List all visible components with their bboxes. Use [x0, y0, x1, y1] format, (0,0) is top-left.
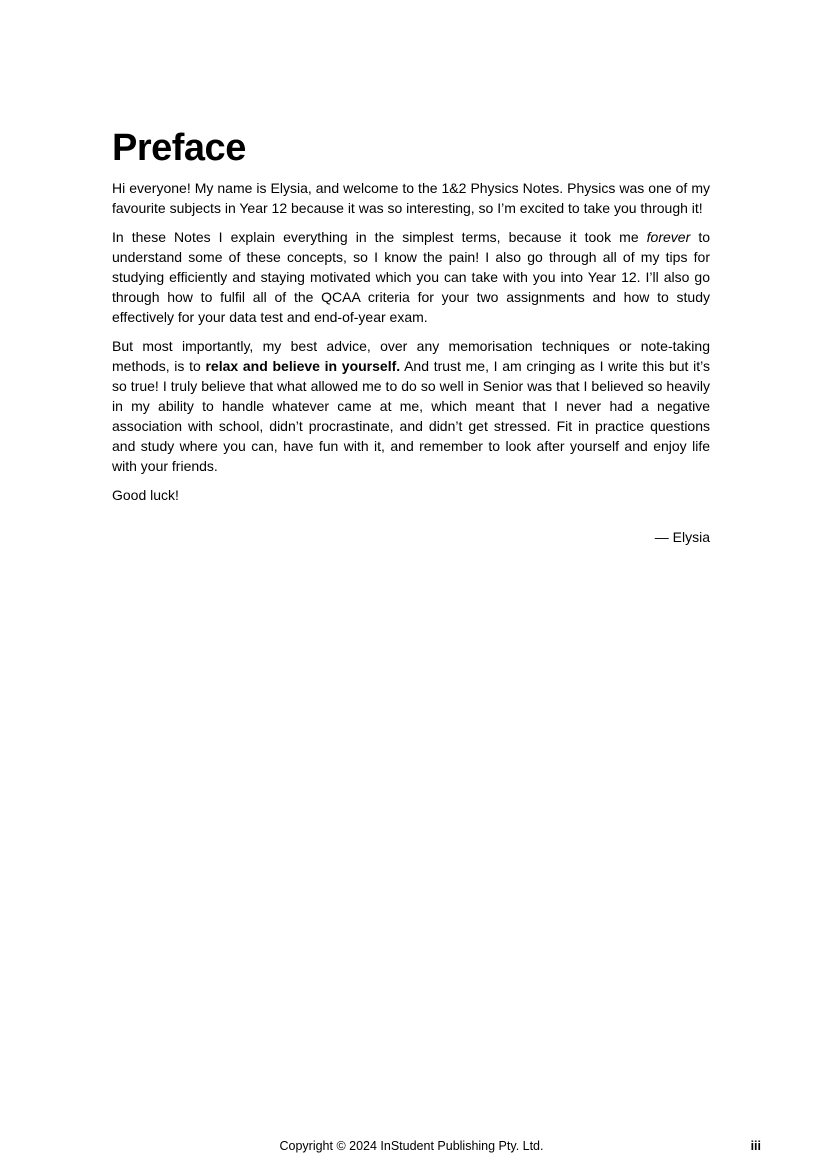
preface-page-body — [112, 129, 710, 547]
author-signature: — Elysia — [654, 529, 710, 545]
paragraph-intro: Hi everyone! My name is Elysia, and welcome to the 1&2 Physics Notes. Physics was one of my favourite subjects in Year 12 because it was so interesting, so I’m excited to take you through it! — [112, 180, 710, 216]
page-title: Preface — [112, 127, 246, 169]
paragraph-best-advice: But most importantly, my best advice, over any memorisation techniques or note-taking methods, is to relax and believe in yourself. And trust me, I am cringing as I write this but it’s so true! I truly believe that what allowed me to do so well in Senior was that I believed so heavily in my ability to handle whatever came at me, which meant that I never had a negative association with school, didn’t procrastinate, and didn’t get stressed. Fit in practice questions and study where you can, have fun with it, and remember to look after yourself and enjoy life with your friends. — [112, 338, 710, 474]
page-number: iii — [750, 1139, 761, 1153]
paragraph-notes-overview: In these Notes I explain everything in the simplest terms, because it took me forever to understand some of these concepts, so I know the pain! I also go through all of my tips for studying efficiently and staying motivated which you can take with you into Year 12. I’ll also go through how to fulfil all of the QCAA criteria for your two assignments and how to study effectively for your data test and end-of-year exam. — [112, 229, 710, 325]
paragraph-good-luck: Good luck! — [112, 487, 179, 503]
page-footer — [0, 1139, 823, 1155]
copyright-text: Copyright © 2024 InStudent Publishing Pty. Ltd. — [279, 1139, 544, 1153]
